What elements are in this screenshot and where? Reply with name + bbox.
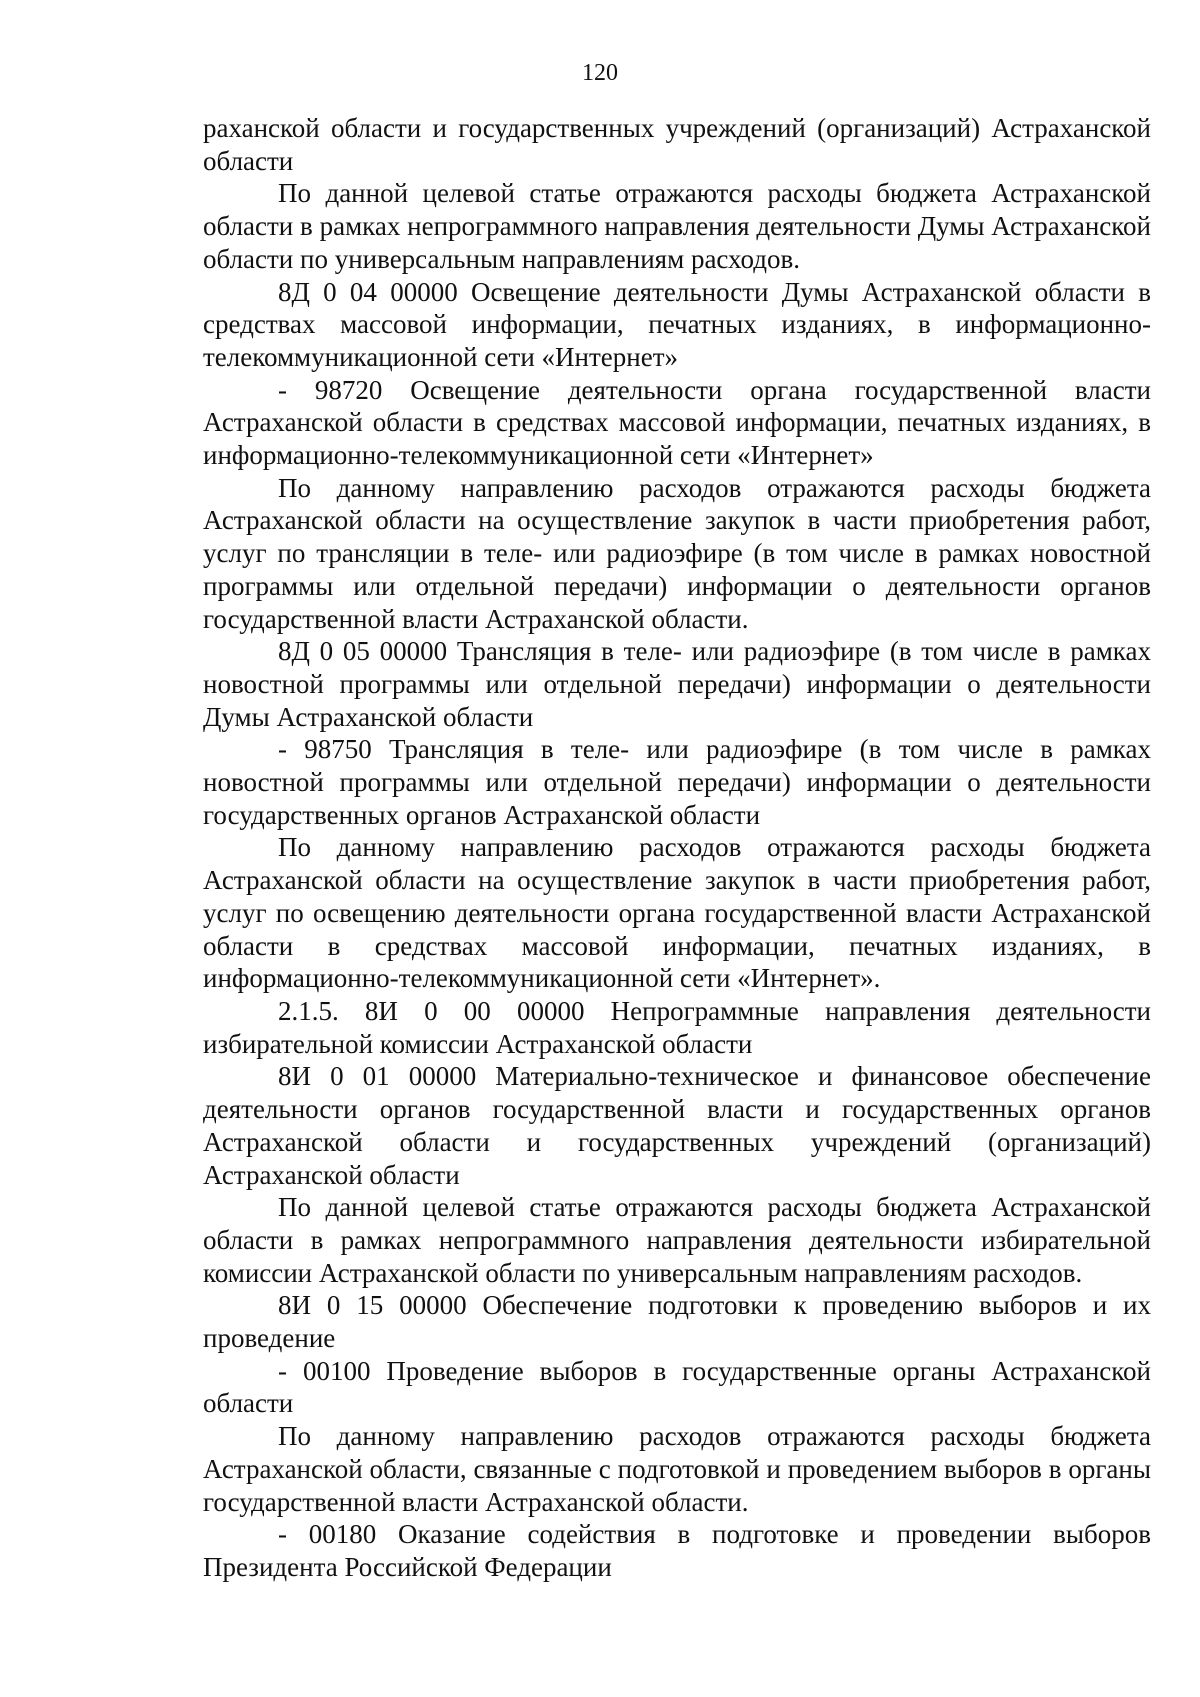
paragraph: - 98720 Освещение деятельности органа государственной власти Астраханской области в средствах массовой информации, печатных изданиях, в информационно-телекоммуникационной сети «Интернет» — [203, 374, 1151, 471]
document-body — [203, 112, 1151, 1584]
paragraph: 8И 0 01 00000 Материально-техническое и финансовое обеспечение деятельности органов государственной власти и государственных органов Астраханской области и государственных учреждений (организаций) Астраханской области — [203, 1061, 1151, 1190]
paragraph: 8И 0 15 00000 Обеспечение подготовки к проведению выборов и их проведение — [203, 1290, 1151, 1354]
paragraph: 8Д 0 04 00000 Освещение деятельности Думы Астраханской области в средствах массовой информации, печатных изданиях, в информационно-телекоммуникационной сети «Интернет» — [203, 276, 1151, 372]
paragraph: - 00180 Оказание содействия в подготовке и проведении выборов Президента Российской Федерации — [203, 1519, 1151, 1582]
page-number: 120 — [582, 60, 618, 86]
paragraph: - 98750 Трансляция в теле- или радиоэфире (в том числе в рамках новостной программы или отдельной передачи) информации о деятельности государственных органов Астраханской области — [203, 734, 1151, 830]
paragraph: По данному направлению расходов отражаются расходы бюджета Астраханской области, связанные с подготовкой и проведением выборов в органы государственной власти Астраханской области. — [203, 1421, 1151, 1517]
paragraph: 2.1.5. 8И 0 00 00000 Непрограммные направления деятельности избирательной комиссии Астраханской области — [203, 995, 1151, 1059]
paragraph: По данному направлению расходов отражаются расходы бюджета Астраханской области на осуществление закупок в части приобретения работ, услуг по освещению деятельности органа государственной власти Астраханской области в средствах массовой информации, печатных изданиях, в информационно-телекоммуникационной сети «Интернет». — [203, 832, 1151, 994]
paragraph: раханской области и государственных учреждений (организаций) Астраханской области — [203, 113, 1151, 176]
paragraph: - 00100 Проведение выборов в государственные органы Астраханской области — [203, 1355, 1151, 1419]
paragraph: По данному направлению расходов отражаются расходы бюджета Астраханской области на осуществление закупок в части приобретения работ, услуг по трансляции в теле- или радиоэфире (в том числе в рамках новостной программы или отдельной передачи) информации о деятельности органов государственной власти Астраханской области. — [203, 472, 1151, 634]
paragraph: По данной целевой статье отражаются расходы бюджета Астраханской области в рамках непрограммного направления деятельности Думы Астраханской области по универсальным направлениям расходов. — [203, 178, 1151, 274]
paragraph: 8Д 0 05 00000 Трансляция в теле- или радиоэфире (в том числе в рамках новостной программы или отдельной передачи) информации о деятельности Думы Астраханской области — [203, 636, 1151, 732]
paragraph: По данной целевой статье отражаются расходы бюджета Астраханской области в рамках непрограммного направления деятельности избирательной комиссии Астраханской области по универсальным направлениям расходов. — [203, 1192, 1151, 1288]
